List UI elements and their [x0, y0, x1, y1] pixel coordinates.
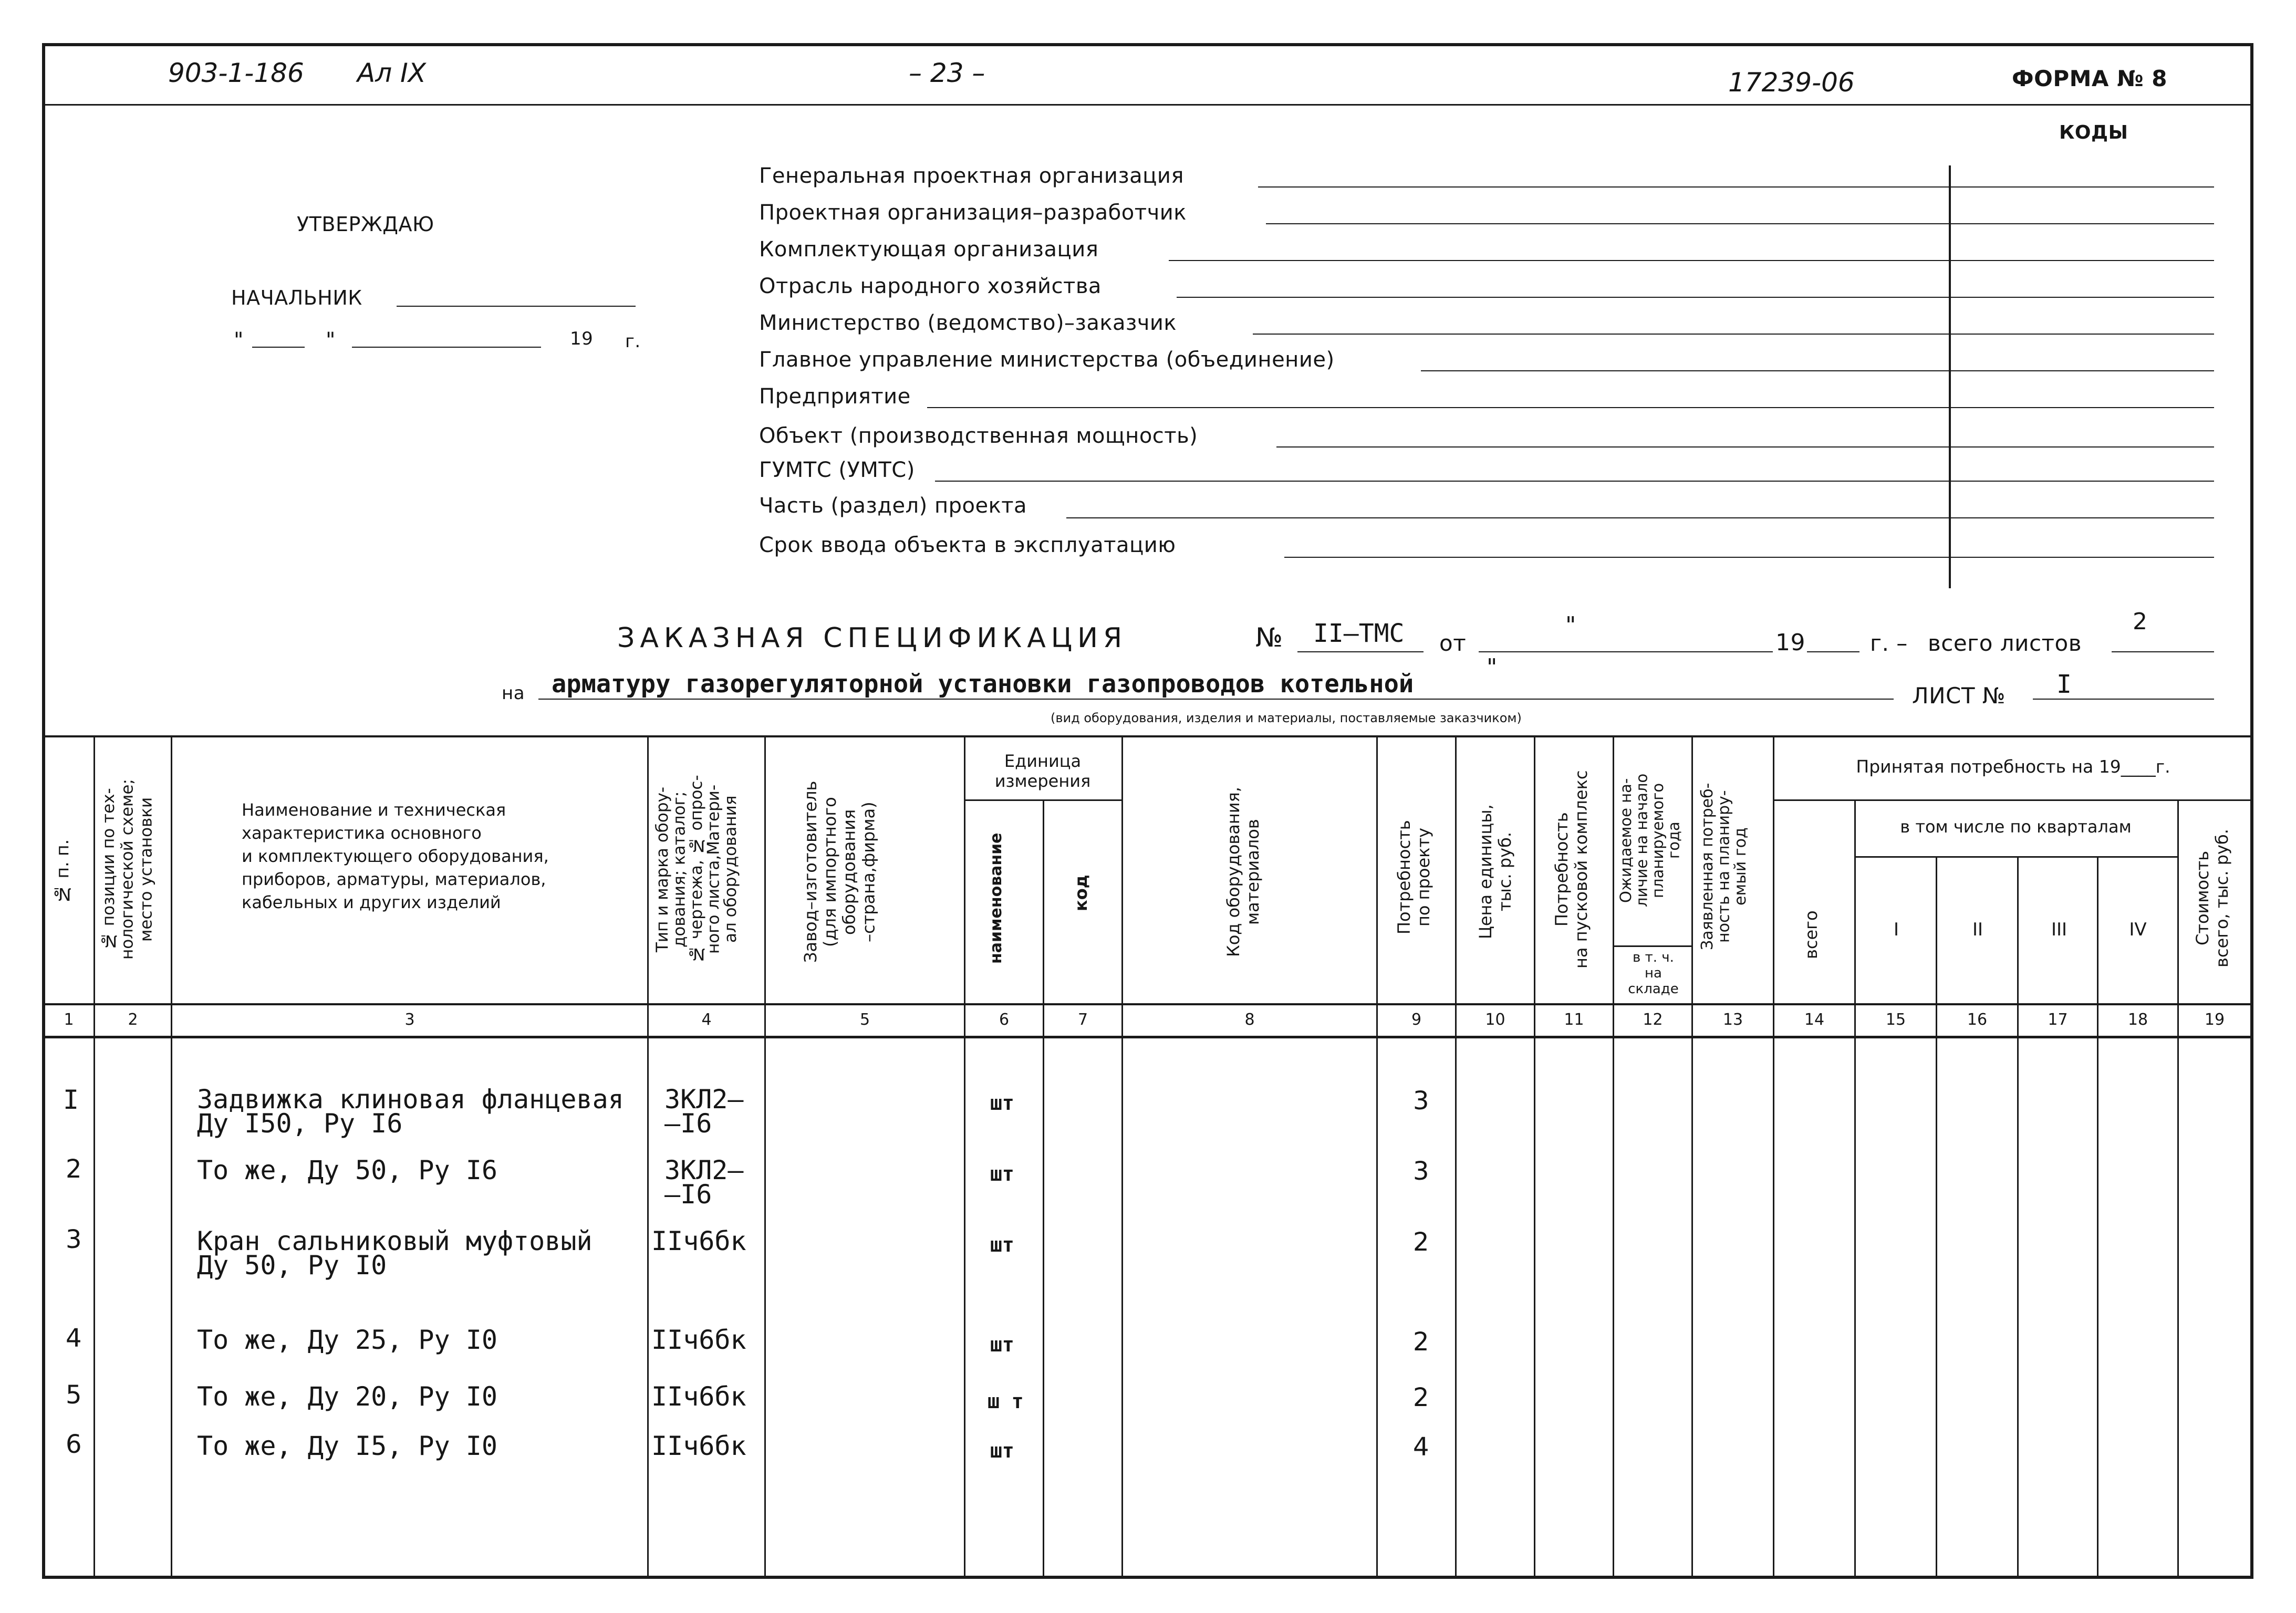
frame-bottom	[42, 1576, 2253, 1579]
chief-signature-line	[397, 306, 636, 307]
c12-split-line	[1613, 945, 1691, 947]
frame-top	[42, 43, 2253, 46]
header-unit-group: Единица измерения	[994, 751, 1091, 791]
fill-line-2	[1266, 223, 2214, 224]
colnum-3: 3	[404, 1011, 415, 1029]
col-line-14	[1854, 799, 1856, 1577]
header-accepted: Принятая потребность на 19____г.	[1856, 756, 2170, 777]
codes-column-divider	[1949, 165, 1951, 588]
col-line-18	[2177, 799, 2179, 1577]
header-divider	[42, 104, 2253, 106]
fill-line-10	[1066, 517, 2214, 518]
fill-line-1	[1258, 186, 2214, 188]
header-c19: Стоимость всего, тыс. руб.	[2193, 829, 2232, 967]
spec-no-value: II–ТМС	[1313, 619, 1405, 648]
col-line-3	[647, 735, 649, 1577]
col-line-11	[1613, 735, 1614, 1577]
row-qty: 3	[1413, 1086, 1429, 1116]
date-quote-open: "	[234, 328, 244, 352]
col-line-7	[1121, 735, 1123, 1577]
row-type: IIч6бк	[651, 1325, 746, 1355]
table-colnum-bottom	[42, 1036, 2253, 1038]
colnum-10: 10	[1485, 1011, 1505, 1029]
spec-on-label: на	[502, 683, 525, 704]
colnum-9: 9	[1411, 1011, 1422, 1029]
row-unit: шт	[990, 1439, 1014, 1462]
spec-subject-note: (вид оборудования, изделия и материалы, поставляемые заказчиком)	[1051, 711, 1522, 725]
header-c12-top: Ожидаемое на- личие на начало планируемого года	[1617, 773, 1683, 908]
fill-line-7	[927, 407, 2214, 408]
header-quarters: в том числе по кварталам	[1900, 817, 2132, 837]
spec-no-line	[1297, 651, 1424, 652]
row-qty: 2	[1413, 1227, 1429, 1257]
fill-line-4	[1177, 297, 2214, 298]
row-unit: шт	[990, 1091, 1014, 1115]
row-number: I	[63, 1085, 79, 1115]
row-number: 6	[66, 1430, 82, 1459]
colnum-13: 13	[1722, 1011, 1743, 1029]
org-ministry: Министерство (ведомство)–заказчик	[759, 311, 1177, 335]
colnum-1: 1	[64, 1011, 74, 1029]
spec-total-sheets-line	[2112, 651, 2214, 652]
header-c3: Наименование и техническая характеристика основного и комплектующего оборудования, приборов, арматуры, материалов, кабельных и других изделий	[242, 800, 549, 912]
header-c9: Потребность по проекту	[1394, 820, 1433, 934]
colnum-5: 5	[859, 1011, 870, 1029]
org-gumts: ГУМТС (УМТС)	[759, 458, 915, 482]
spec-total-sheets-value: 2	[2133, 608, 2148, 635]
colnum-6: 6	[999, 1011, 1010, 1029]
col-line-5	[964, 735, 965, 1577]
col-line-12	[1691, 735, 1693, 1577]
spec-sheet-value: I	[2056, 670, 2072, 699]
header-c8: Код оборудования, материалов	[1223, 786, 1263, 958]
colnum-19: 19	[2204, 1011, 2225, 1029]
header-c13: Заявленная потреб- ность на планиру- емый год	[1698, 783, 1750, 951]
spec-date-line	[1479, 651, 1773, 652]
spec-year-line	[1807, 651, 1859, 652]
row-number: 5	[66, 1380, 82, 1410]
col-line-4	[764, 735, 766, 1577]
col-line-8	[1376, 735, 1378, 1577]
col-line-13	[1773, 735, 1774, 1577]
colnum-14: 14	[1804, 1011, 1825, 1029]
date-day-line	[252, 347, 305, 348]
table-colnum-top	[42, 1003, 2253, 1005]
date-quote-close: "	[326, 328, 336, 352]
fill-line-9	[935, 481, 2214, 482]
row-name: Задвижка клиновая фланцевая Ду I50, Ру I6	[197, 1084, 624, 1139]
colnum-4: 4	[701, 1011, 712, 1029]
org-completing: Комплектующая организация	[759, 237, 1099, 262]
row-type: IIч6бк	[651, 1431, 746, 1461]
colnum-11: 11	[1564, 1011, 1584, 1029]
header-c10: Цена единицы, тыс. руб.	[1476, 804, 1515, 940]
col-line-1	[93, 735, 95, 1577]
row-unit: шт	[990, 1333, 1014, 1356]
row-name: То же, Ду 20, Ру I0	[197, 1381, 497, 1412]
org-project-part: Часть (раздел) проекта	[759, 494, 1027, 518]
row-name: То же, Ду 25, Ру I0	[197, 1325, 497, 1355]
header-q4: IV	[2129, 919, 2147, 940]
row-qty: 3	[1413, 1157, 1429, 1186]
codes-label: КОДЫ	[2059, 122, 2128, 143]
spec-sheet-label: ЛИСТ №	[1912, 683, 2006, 709]
doc-code: 903-1-186	[168, 58, 304, 88]
header-c4: Тип и марка обору- дования; каталог; № чертежа, № опрос- ного листа,Матери- ал оборудования	[653, 775, 741, 964]
spec-title: ЗАКАЗНАЯ СПЕЦИФИКАЦИЯ	[617, 622, 1128, 654]
row-type: IIч6бк	[651, 1381, 746, 1412]
colnum-12: 12	[1643, 1011, 1663, 1029]
fill-line-8	[1276, 446, 2214, 448]
fill-line-3	[1169, 260, 2214, 261]
header-q2: II	[1972, 919, 1983, 940]
col-line-9	[1455, 735, 1457, 1577]
org-main-directorate: Главное управление министерства (объединение)	[759, 348, 1335, 372]
row-name: То же, Ду I5, Ру I0	[197, 1431, 497, 1461]
row-number: 4	[66, 1324, 82, 1353]
fill-line-6	[1421, 370, 2214, 371]
org-enterprise: Предприятие	[759, 384, 911, 409]
row-type: ЗКЛ2– –I6	[664, 1155, 744, 1210]
org-deadline: Срок ввода объекта в эксплуатацию	[759, 533, 1176, 557]
header-c2: № позиции по тех- нологической схеме; место установки	[99, 779, 156, 960]
spec-year-suffix: г. –	[1870, 630, 1908, 656]
col-line-10	[1534, 735, 1535, 1577]
spec-subject-line	[538, 699, 1894, 700]
table-top-line	[42, 735, 2253, 737]
row-unit: шт	[990, 1233, 1014, 1256]
org-industry: Отрасль народного хозяйства	[759, 274, 1102, 298]
colnum-15: 15	[1885, 1011, 1906, 1029]
header-c12-bottom: в т. ч. на складе	[1628, 950, 1679, 997]
col-line-15	[1936, 856, 1937, 1577]
row-qty: 2	[1413, 1327, 1429, 1357]
header-c6: наименование	[987, 832, 1005, 964]
spec-sheet-line	[2033, 699, 2214, 700]
org-general-designer: Генеральная проектная организация	[759, 164, 1184, 188]
row-type: ЗКЛ2– –I6	[664, 1084, 744, 1139]
col-line-6	[1043, 799, 1044, 1577]
colnum-8: 8	[1244, 1011, 1255, 1029]
spec-subject: арматуру газорегуляторной установки газопроводов котельной	[552, 670, 1414, 699]
row-number: 3	[66, 1225, 82, 1254]
date-year-suffix: г.	[625, 331, 641, 352]
header-c1: № п. п.	[52, 839, 72, 905]
quarters-line	[1854, 856, 2177, 858]
colnum-18: 18	[2127, 1011, 2148, 1029]
row-unit: ш т	[988, 1390, 1024, 1413]
fill-line-5	[1253, 334, 2214, 335]
registration-number: 17239-06	[1728, 67, 1855, 98]
header-q3: III	[2051, 919, 2068, 940]
header-c5: Завод–изготовитель (для импортного оборудования –страна,фирма)	[801, 781, 879, 963]
spec-quote-close: "	[1487, 654, 1498, 681]
col-line-17	[2097, 856, 2098, 1577]
colnum-17: 17	[2048, 1011, 2068, 1029]
form-label: ФОРМА № 8	[2012, 66, 2167, 91]
spec-year-label: 19	[1775, 629, 1805, 656]
colnum-16: 16	[1967, 1011, 1988, 1029]
row-number: 2	[66, 1154, 82, 1184]
header-q1: I	[1893, 919, 1899, 940]
accepted-line	[1773, 799, 2253, 801]
colnum-7: 7	[1077, 1011, 1088, 1029]
fill-line-11	[1284, 557, 2214, 558]
row-type: IIч6бк	[651, 1226, 746, 1256]
header-c7: код	[1071, 875, 1091, 911]
colnum-2: 2	[128, 1011, 138, 1029]
org-object: Объект (производственная мощность)	[759, 424, 1198, 448]
row-name: То же, Ду 50, Ру I6	[197, 1155, 497, 1185]
chief-label: НАЧАЛЬНИК	[231, 286, 362, 309]
spec-quote-open: "	[1565, 612, 1576, 639]
spec-total-sheets-label: всего листов	[1928, 630, 2082, 656]
spec-no-label: №	[1255, 622, 1283, 653]
row-qty: 2	[1413, 1383, 1429, 1412]
row-name: Кран сальниковый муфтовый Ду 50, Ру I0	[197, 1226, 593, 1281]
org-designer: Проектная организация–разработчик	[759, 201, 1187, 225]
date-year: 19	[570, 328, 594, 349]
header-c11: Потребность на пусковой комплекс	[1552, 770, 1591, 969]
approve-label: УТВЕРЖДАЮ	[297, 213, 434, 236]
spec-from-label: от	[1439, 630, 1467, 656]
col-line-2	[171, 735, 172, 1577]
album-label: Ал IX	[357, 58, 427, 88]
col-line-16	[2017, 856, 2019, 1577]
frame-right	[2250, 43, 2253, 1577]
row-unit: шт	[990, 1162, 1014, 1185]
frame-left	[42, 43, 45, 1577]
header-c14: всего	[1801, 910, 1821, 960]
row-qty: 4	[1413, 1432, 1429, 1462]
page-number: – 23 –	[909, 58, 985, 88]
date-month-line	[352, 347, 541, 348]
